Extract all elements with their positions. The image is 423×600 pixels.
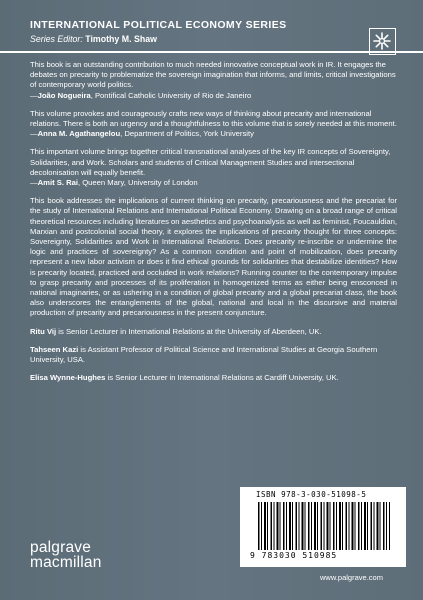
endorsement-author: Anna M. Agathangelou xyxy=(37,129,121,139)
endorsement-affiliation: , Pontifical Catholic University of Rio de Janeiro xyxy=(90,90,252,100)
author-name: Elisa Wynne-Hughes xyxy=(30,373,106,383)
endorsement xyxy=(30,60,397,101)
endorsement-affiliation: , Department of Politics, York University xyxy=(120,129,254,139)
endorsement-author: João Nogueira xyxy=(37,90,91,100)
endorsement-attribution: —Amit S. Rai, Queen Mary, University of London xyxy=(30,178,198,188)
endorsement-author: Amit S. Rai xyxy=(37,178,78,188)
endorsement xyxy=(30,109,397,140)
series-title: INTERNATIONAL POLITICAL ECONOMY SERIES xyxy=(30,19,287,31)
author-name: Ritu Vij xyxy=(30,326,57,336)
author-name: Tahseen Kazi xyxy=(30,344,79,354)
publisher-name-line1: palgrave xyxy=(30,539,92,556)
endorsement-quote: This book is an outstanding contribution to much needed innovative conceptual work in IR. It engages the debates on precarity to problematize the sovereign imagination that informs, and limits, critical investigations of contemporary world politics. xyxy=(30,60,396,90)
series-editor-label: Series Editor: xyxy=(30,34,83,44)
endorsement-quote: This important volume brings together critical transnational analyses of the key IR concepts of Sovereignty, Solidarities, and Work. Scholars and students of Critical Management Studies and intersectional decolonisation will equally benefit. xyxy=(30,147,391,177)
endorsement-affiliation: , Queen Mary, University of London xyxy=(77,178,198,188)
author-bio-text: is Assistant Professor of Political Science and International Studies at Georgia Southern University, USA. xyxy=(30,344,378,365)
publisher-name-line2: macmillan xyxy=(30,554,102,571)
endorsement-attribution: —Anna M. Agathangelou, Department of Politics, York University xyxy=(30,129,254,139)
author-bio-text: is Senior Lecturer in International Relations at the University of Aberdeen, UK. xyxy=(56,326,322,336)
publisher-logo xyxy=(30,540,102,570)
publisher-website: www.palgrave.com xyxy=(320,573,383,582)
isbn-text: ISBN 978-3-030-51098-5 xyxy=(256,490,367,499)
author-bio xyxy=(30,345,397,365)
series-editor-name: Timothy M. Shaw xyxy=(85,34,157,44)
book-description: This book addresses the implications of current thinking on precarity, precariousness and the precariat for the study of International Relations and International Political Economy. Drawing on a broad range of critical theoretical resources including literatures on aesthetics and psychoanalysis as well as feminist, Foucauldian, Marxian and postcolonial social theory, it explores the implications of precarity thought for three concepts: Sovereignty, Solidarities and Work in International Relations. Does precarity re-inscribe or undermine the logic and practices of sovereignty? As a common condition and point of mobilization, does precarity represent a new labor activism or does it find ethical grounds for solidarities that destabilize identities? How is precarity located, practiced and occluded in work relations? Running counter to the contemporary impulse to grasp precarity and processes of its proliferation in homogenized terms as either being ensconced in national imaginaries, or as ushering in a condition of global precarity and a global precariat class, the book also underscores the entanglements of the global, national and local in the discursive and material production of precarity and precariousness in the present conjuncture. xyxy=(30,196,397,318)
barcode-number: 9 783030 510985 xyxy=(250,551,338,560)
author-bio-text: is Senior Lecturer in International Relations at Cardiff University, UK. xyxy=(105,373,339,383)
barcode xyxy=(240,487,406,567)
barcode-bars xyxy=(258,502,390,550)
endorsement-attribution: —João Nogueira, Pontifical Catholic University of Rio de Janeiro xyxy=(30,90,252,100)
endorsement-quote: This volume provokes and courageously crafts new ways of thinking about precarity and international relations. There is both an urgency and a thoughtfulness to this volume that is sorely needed at this moment. xyxy=(30,108,397,129)
author-bio xyxy=(30,327,397,337)
author-bio xyxy=(30,373,397,383)
body-text xyxy=(30,60,397,391)
endorsement xyxy=(30,147,397,188)
series-editor xyxy=(30,34,157,44)
header-rule xyxy=(0,51,423,53)
